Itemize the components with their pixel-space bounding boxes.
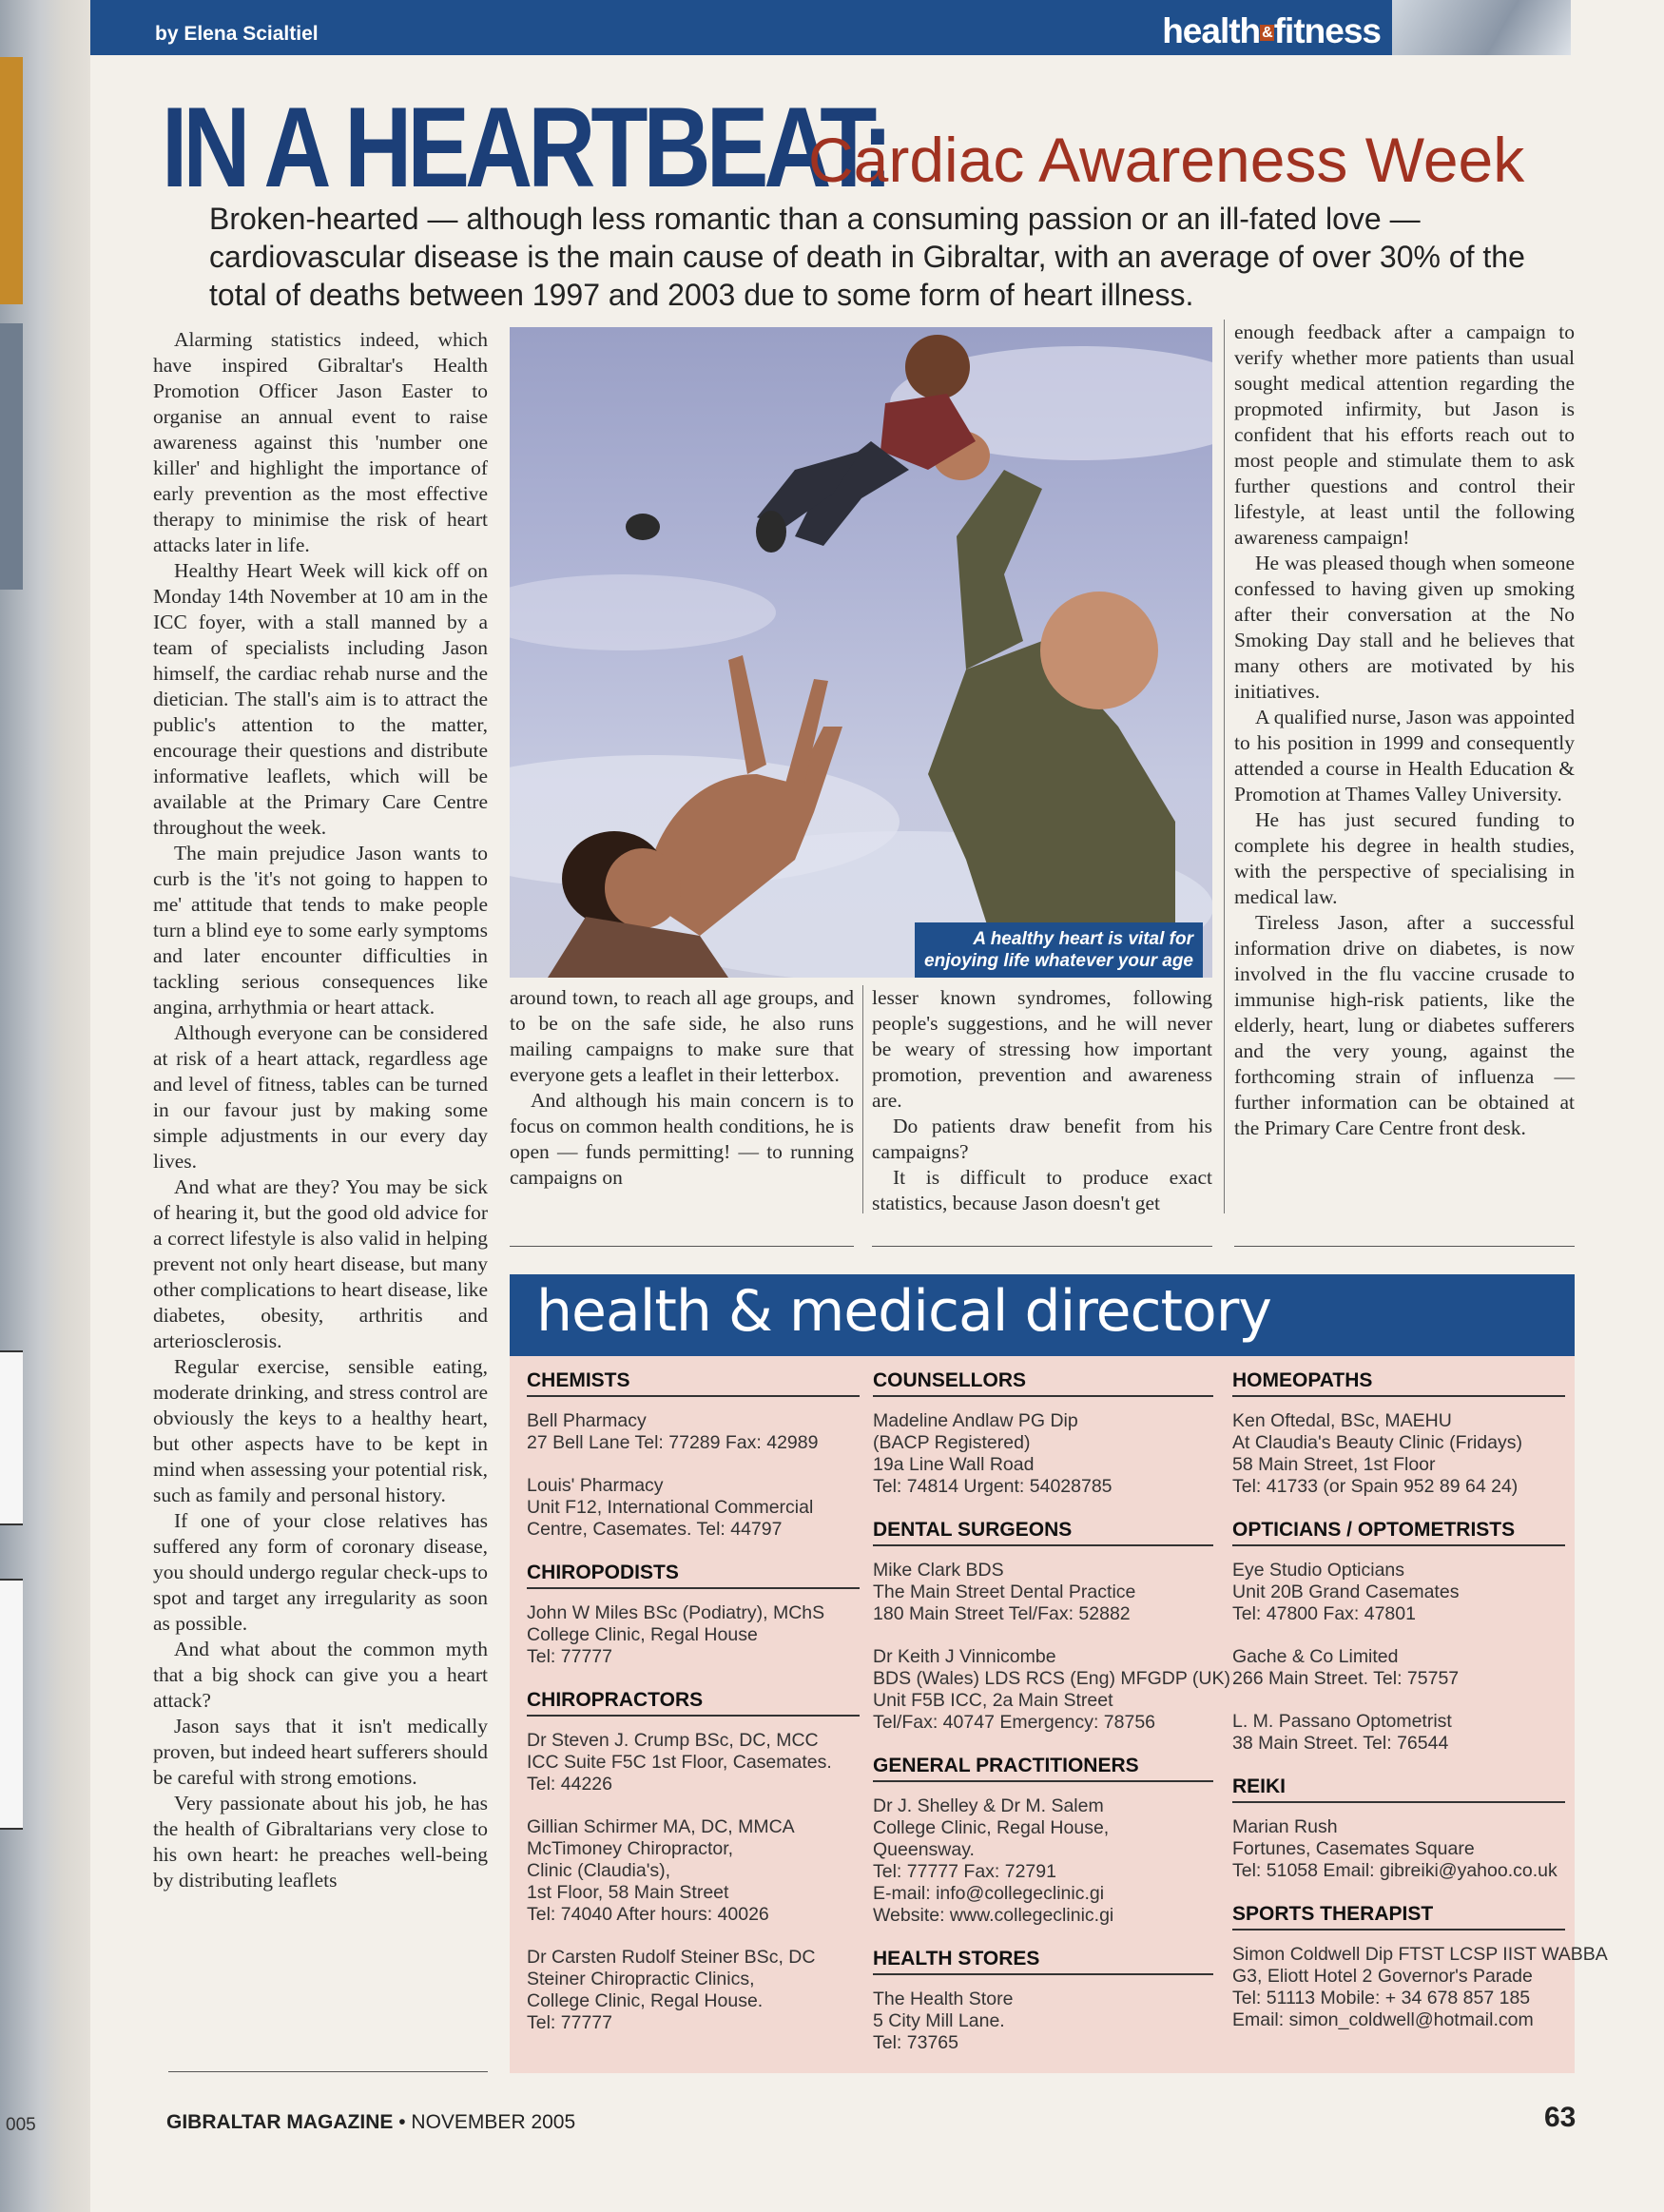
directory-section [1232, 1775, 1565, 1882]
directory-entry-line: Gache & Co Limited [1232, 1646, 1399, 1667]
photo-caption-line: A healthy heart is vital for [973, 929, 1193, 949]
headline-main: IN A HEARTBEAT: [162, 84, 889, 211]
directory-heading: HEALTH STORES [873, 1948, 1213, 1975]
paragraph: around town, to reach all age groups, and to be on the safe side, he also runs mailing campaigns to make sure that everyone gets a leaflet in their letterbox. [510, 986, 854, 1086]
directory-entry-line: Dr J. Shelley & Dr M. Salem [873, 1795, 1104, 1816]
directory-column-2 [873, 1369, 1230, 2075]
directory-entry [873, 1410, 1213, 1498]
directory-entry-line: Tel: 74040 After hours: 40026 [527, 1904, 769, 1925]
directory-entry-line: Tel: 74814 Urgent: 54028785 [873, 1476, 1113, 1497]
directory-entry-line: Tel: 41733 (or Spain 952 89 64 24) [1232, 1476, 1519, 1497]
directory-section [527, 1689, 860, 2034]
directory-entry-line: Dr Keith J Vinnicombe [873, 1646, 1056, 1667]
directory-entry [873, 1795, 1213, 1927]
directory-section [1232, 1369, 1565, 1498]
directory-entry-line: Tel: 77777 [527, 2012, 612, 2033]
directory-entry-line: Unit F12, International Commercial [527, 1497, 814, 1518]
paragraph: Regular exercise, sensible eating, moderate drinking, and stress control are obviously the keys to a healthy heart, but other aspects have to be kept in mind when assessing your potential risk, such as family and personal history. [153, 1355, 488, 1506]
directory-entry-line: Dr Carsten Rudolf Steiner BSc, DC [527, 1947, 816, 1968]
directory-entry-line: 266 Main Street. Tel: 75757 [1232, 1668, 1460, 1689]
edge-page-number: 005 [6, 2115, 36, 2135]
paragraph: He was pleased though when someone confessed to having given up smoking after their conversation at the No Smoking Day stall and he believes that many others are motivated by his initiatives. [1234, 552, 1575, 703]
paragraph: Tireless Jason, after a successful information drive on diabetes, is now involved in the flu vaccine crusade to immunise high-risk patients, like the elderly, heart, lung or diabetes sufferers and the very young, against the forthcoming strain of influenza — further information can be obtained at the Primary Care Centre front desk. [1234, 911, 1575, 1139]
directory-entry-line: McTimoney Chiropractor, [527, 1838, 734, 1859]
directory-entry [1232, 1410, 1565, 1498]
directory-entry-line: Tel: 47800 Fax: 47801 [1232, 1603, 1416, 1624]
directory-entry-line: The Main Street Dental Practice [873, 1581, 1136, 1602]
directory-entry-line: (BACP Registered) [873, 1432, 1031, 1453]
directory-entry-line: 38 Main Street. Tel: 76544 [1232, 1733, 1449, 1754]
directory-entry [527, 1602, 860, 1668]
directory-entry-line: Tel/Fax: 40747 Emergency: 78756 [873, 1712, 1156, 1733]
page-number: 63 [1544, 2102, 1577, 2133]
section-tag-right: fitness [1273, 11, 1381, 50]
directory-entry [1232, 1816, 1565, 1882]
column-rule [862, 985, 863, 1213]
directory-heading: REIKI [1232, 1775, 1565, 1803]
directory-section [873, 1369, 1213, 1498]
paragraph: It is difficult to produce exact statistics, because Jason doesn't get [872, 1166, 1212, 1214]
footer-separator: • [398, 2111, 406, 2133]
article-photo [510, 327, 1212, 978]
directory-entry-line: G3, Eliott Hotel 2 Governor's Parade [1232, 1966, 1533, 1987]
directory-entry [1232, 1560, 1565, 1625]
article-column-3 [872, 985, 1212, 1216]
directory-entry-line: Madeline Andlaw PG Dip [873, 1410, 1078, 1431]
directory-heading: CHIROPRACTORS [527, 1689, 860, 1717]
directory-entry [527, 1730, 860, 1795]
paragraph: Do patients draw benefit from his campaigns? [872, 1115, 1212, 1163]
section-tag-left: health [1162, 11, 1261, 50]
byline: by Elena Scialtiel [155, 23, 319, 45]
footer-issue: NOVEMBER 2005 [411, 2111, 576, 2133]
directory-heading: COUNSELLORS [873, 1369, 1213, 1397]
directory-entry-line: 27 Bell Lane Tel: 77289 Fax: 42989 [527, 1432, 819, 1453]
directory-section [527, 1562, 860, 1668]
directory-entry-line: Ken Oftedal, BSc, MAEHU [1232, 1410, 1452, 1431]
directory-entry-line: Bell Pharmacy [527, 1410, 647, 1431]
directory-entry-line: Steiner Chiropractic Clinics, [527, 1969, 755, 1989]
directory-entry-line: Tel: 44226 [527, 1774, 612, 1795]
paragraph: Although everyone can be considered at risk of a heart attack, regardless age and level of fitness, tables can be turned in our favour just by making some simple adjustments in our every day lives. [153, 1021, 488, 1173]
article-column-4 [1234, 320, 1575, 1141]
headline [162, 82, 1588, 213]
directory-entry-line: The Health Store [873, 1989, 1014, 2009]
directory-heading: CHIROPODISTS [527, 1562, 860, 1589]
directory-entry-line: 180 Main Street Tel/Fax: 52882 [873, 1603, 1131, 1624]
directory-entry-line: Queensway. [873, 1839, 975, 1860]
directory-header [510, 1274, 1575, 1356]
paragraph: The main prejudice Jason wants to curb is the 'it's not going to happen to me' attitude that tends to make people turn a blind eye to some early symptoms and later encounter difficulties in tackling serious consequences like angina, arrhythmia or heart attack. [153, 842, 488, 1019]
page-edge-marker [0, 323, 23, 590]
directory-section [1232, 1519, 1565, 1755]
directory-entry-line: Centre, Casemates. Tel: 44797 [527, 1519, 783, 1540]
directory-entry [873, 1560, 1213, 1625]
column-end-rule [1234, 1246, 1575, 1247]
directory-entry-line: Tel: 77777 [527, 1646, 612, 1667]
directory-entry [527, 1475, 860, 1541]
headline-sub: Cardiac Awareness Week [808, 125, 1525, 195]
directory-entry-line: College Clinic, Regal House [527, 1624, 758, 1645]
directory-entry-line: Unit 20B Grand Casemates [1232, 1581, 1460, 1602]
directory-entry-line: Email: simon_coldwell@hotmail.com [1232, 2009, 1534, 2030]
page-edge-marker [0, 1350, 23, 1525]
directory-heading: HOMEOPATHS [1232, 1369, 1565, 1397]
directory-entry [1232, 1711, 1565, 1755]
directory-entry [1232, 1944, 1608, 2031]
directory-entry-line: 58 Main Street, 1st Floor [1232, 1454, 1436, 1475]
page-edge-marker [0, 57, 23, 304]
directory-entry-line: Website: www.collegeclinic.gi [873, 1905, 1114, 1926]
paragraph: A qualified nurse, Jason was appointed to his position in 1999 and consequently attended a course in Health Education & Promotion at Thames Valley University. [1234, 706, 1575, 805]
section-tag-amp: & [1262, 25, 1272, 42]
paragraph: And what about the common myth that a big shock can give you a heart attack? [153, 1638, 488, 1712]
directory-entry-line: Mike Clark BDS [873, 1560, 1004, 1581]
directory-entry [1232, 1646, 1565, 1690]
directory-column-1 [527, 1369, 860, 2055]
directory-entry-line: Simon Coldwell Dip FTST LCSP IIST WABBA [1232, 1944, 1608, 1965]
column-end-rule [168, 2071, 488, 2072]
footer-magazine [166, 2111, 575, 2134]
directory-entry-line: E-mail: info@collegeclinic.gi [873, 1883, 1105, 1904]
column-end-rule [510, 1246, 854, 1247]
directory-entry-line: Clinic (Claudia's), [527, 1860, 671, 1881]
directory-entry-line: BDS (Wales) LDS RCS (Eng) MFGDP (UK) [873, 1668, 1230, 1689]
paragraph: enough feedback after a campaign to verify whether more patients than usual sought medical attention regarding the propmoted infirmity, but Jason is confident that his efforts reach out to most people and stimulate them to ask further questions and control their lifestyle, at least until the following awareness campaign! [1234, 320, 1575, 549]
directory-heading: DENTAL SURGEONS [873, 1519, 1213, 1546]
paragraph: Alarming statistics indeed, which have inspired Gibraltar's Health Promotion Officer Jason Easter to organise an annual event to raise awareness against this 'number one killer' and highlight the importance of early prevention as the most effective therapy to minimise the risk of heart attacks later in life. [153, 328, 488, 556]
medical-directory [510, 1274, 1608, 2073]
article-column-1 [153, 327, 488, 1893]
photo-illustration [510, 327, 1212, 978]
directory-entry-line: College Clinic, Regal House. [527, 1990, 764, 2011]
column-end-rule [872, 1246, 1212, 1247]
paragraph: Very passionate about his job, he has the health of Gibraltarians very close to his own heart: he preaches well-being by distributing leaflets [153, 1792, 488, 1892]
directory-entry-line: 5 City Mill Lane. [873, 2010, 1005, 2031]
directory-entry-line: Dr Steven J. Crump BSc, DC, MCC [527, 1730, 819, 1751]
paragraph: He has just secured funding to complete his degree in health studies, with the perspective of specialising in medical law. [1234, 808, 1575, 908]
directory-entry [873, 1646, 1230, 1734]
paragraph: If one of your close relatives has suffered any form of coronary disease, you should undergo regular check-ups to spot and target any irregularity as soon as possible. [153, 1509, 488, 1635]
directory-entry-line: At Claudia's Beauty Clinic (Fridays) [1232, 1432, 1522, 1453]
directory-section [873, 1948, 1213, 2054]
directory-entry-line: College Clinic, Regal House, [873, 1817, 1110, 1838]
article-column-2 [510, 985, 854, 1191]
directory-entry-line: Marian Rush [1232, 1816, 1338, 1837]
directory-entry-line: Tel: 73765 [873, 2032, 958, 2053]
directory-entry-line: Eye Studio Opticians [1232, 1560, 1405, 1581]
paragraph: Jason says that it isn't medically proven, but indeed heart sufferers should be careful with strong emotions. [153, 1715, 488, 1789]
paragraph: lesser known syndromes, following people's suggestions, and he will never be weary of stressing how important promotion, prevention and awareness are. [872, 986, 1212, 1112]
paragraph: And what are they? You may be sick of hearing it, but the good old advice for a correct lifestyle is also valid in helping prevent not only heart disease, but many other complications to heart disease, like diabetes, obesity, arthritis and arteriosclerosis. [153, 1175, 488, 1352]
directory-section [1232, 1903, 1608, 2031]
directory-entry [527, 1947, 860, 2034]
directory-entry [527, 1816, 860, 1926]
section-tag-photo [1392, 0, 1571, 55]
directory-entry [527, 1410, 860, 1454]
column-rule [1224, 320, 1225, 1213]
directory-heading: OPTICIANS / OPTOMETRISTS [1232, 1519, 1565, 1546]
directory-entry-line: John W Miles BSc (Podiatry), MChS [527, 1602, 825, 1623]
standfirst: Broken-hearted — although less romantic than a consuming passion or an ill-fated love — cardiovascular disease is the main cause of death in Gibraltar, with an average of over 30% of the total of deaths between 1997 and 2003 due to some form of heart illness. [209, 202, 1525, 312]
directory-entry-line: Louis' Pharmacy [527, 1475, 664, 1496]
directory-entry-line: Tel: 51113 Mobile: + 34 678 857 185 [1232, 1988, 1531, 2008]
directory-section [873, 1755, 1213, 1927]
directory-entry-line: L. M. Passano Optometrist [1232, 1711, 1452, 1732]
directory-heading: GENERAL PRACTITIONERS [873, 1755, 1213, 1782]
directory-entry-line: 1st Floor, 58 Main Street [527, 1882, 729, 1903]
directory-entry-line: 19a Line Wall Road [873, 1454, 1035, 1475]
page-edge-marker [0, 1579, 23, 1830]
directory-entry-line: Fortunes, Casemates Square [1232, 1838, 1475, 1859]
directory-entry-line: ICC Suite F5C 1st Floor, Casemates. [527, 1752, 832, 1773]
directory-entry-line: Unit F5B ICC, 2a Main Street [873, 1690, 1113, 1711]
paragraph: Healthy Heart Week will kick off on Monday 14th November at 10 am in the ICC foyer, with a stall manned by a team of specialists including Jason himself, the cardiac rehab nurse and the dietician. The stall's aim is to attract the public's attention to the matter, encourage their questions and distribute informative leaflets, which will be available at the Primary Care Centre throughout the week. [153, 559, 488, 839]
directory-heading: SPORTS THERAPIST [1232, 1903, 1565, 1931]
photo-caption-line: enjoying life whatever your age [924, 951, 1193, 971]
directory-entry-line: Tel: 51058 Email: gibreiki@yahoo.co.uk [1232, 1860, 1558, 1881]
directory-entry-line: Gillian Schirmer MA, DC, MMCA [527, 1816, 795, 1837]
directory-entry-line: Tel: 77777 Fax: 72791 [873, 1861, 1056, 1882]
section-tag [1162, 11, 1381, 51]
directory-title: health & medical directory [536, 1278, 1271, 1345]
directory-heading: CHEMISTS [527, 1369, 860, 1397]
directory-section [873, 1519, 1230, 1734]
footer-magazine-name: GIBRALTAR MAGAZINE [166, 2111, 394, 2133]
directory-column-3 [1232, 1369, 1608, 2052]
paragraph: And although his main concern is to focus on common health conditions, he is open — funds permitting! — to running campaigns on [510, 1089, 854, 1189]
directory-entry [873, 1989, 1213, 2054]
photo-caption [915, 922, 1203, 978]
directory-section [527, 1369, 860, 1541]
